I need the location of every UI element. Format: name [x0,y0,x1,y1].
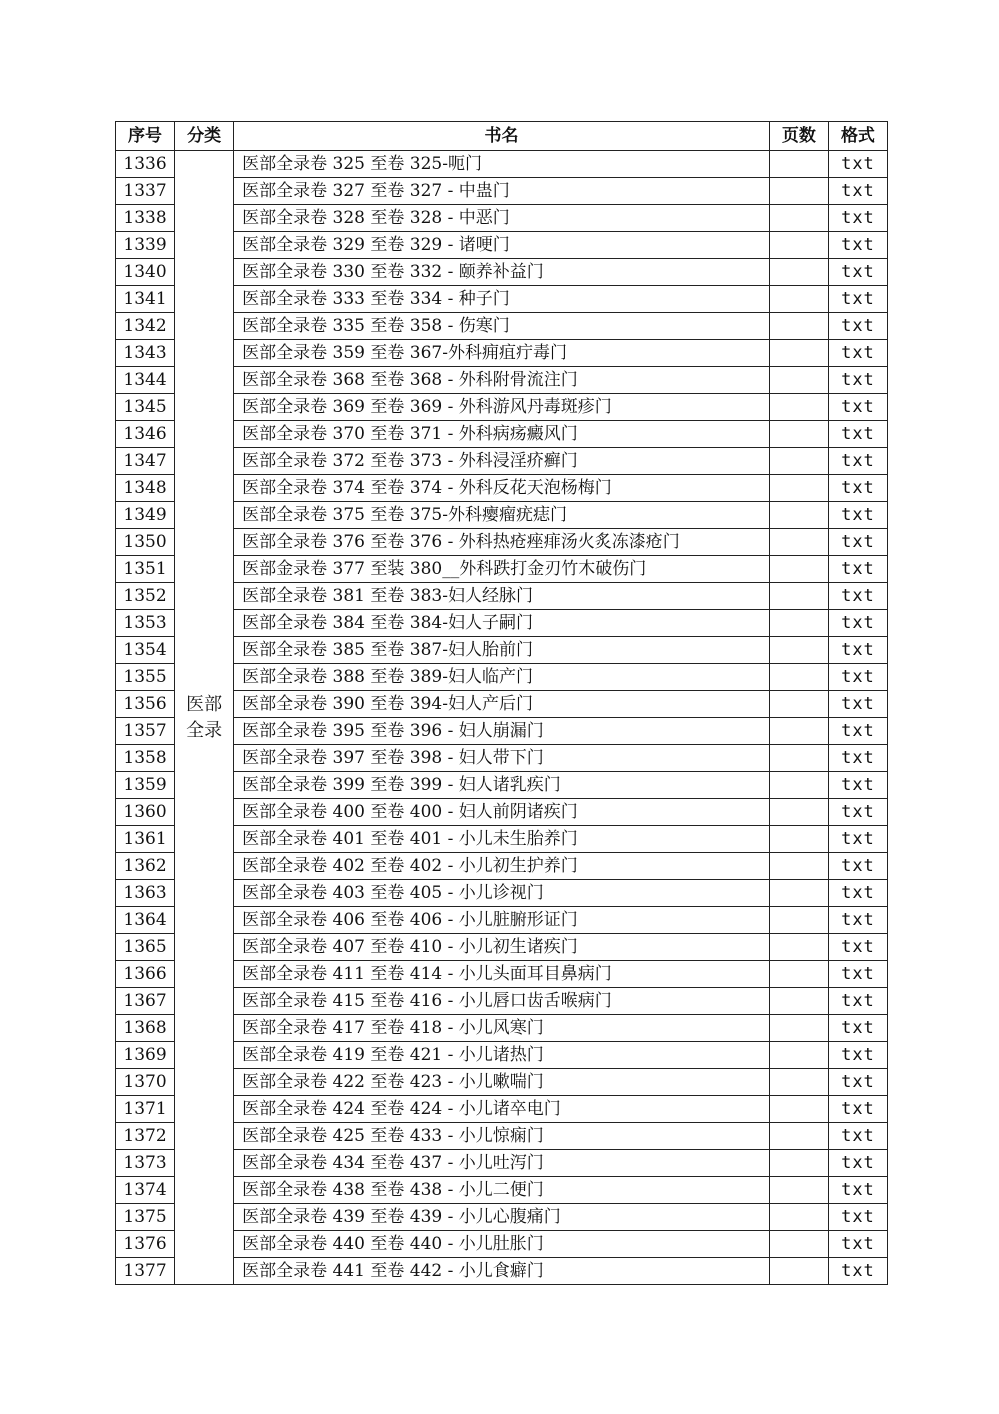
row-index: 1349 [116,502,175,529]
category-cell [175,151,234,1285]
row-pages [769,178,828,205]
row-index: 1371 [116,1096,175,1123]
row-pages [769,826,828,853]
row-format: txt [828,1258,887,1285]
row-title: 医部全录卷 417 至卷 418 - 小儿风寒门 [234,1015,770,1042]
row-index: 1356 [116,691,175,718]
row-title: 医部全录卷 372 至卷 373 - 外科浸淫疥癣门 [234,448,770,475]
row-format: txt [828,907,887,934]
row-title: 医部全录卷 441 至卷 442 - 小儿食癖门 [234,1258,770,1285]
row-pages [769,556,828,583]
row-title: 医部全录卷 438 至卷 438 - 小儿二便门 [234,1177,770,1204]
row-index: 1372 [116,1123,175,1150]
row-pages [769,853,828,880]
row-index: 1351 [116,556,175,583]
row-index: 1359 [116,772,175,799]
row-format: txt [828,1069,887,1096]
row-pages [769,151,828,178]
row-pages [769,583,828,610]
row-pages [769,1015,828,1042]
row-index: 1343 [116,340,175,367]
row-index: 1342 [116,313,175,340]
row-pages [769,313,828,340]
row-index: 1355 [116,664,175,691]
row-pages [769,1042,828,1069]
row-title: 医部全录卷 397 至卷 398 - 妇人带下门 [234,745,770,772]
row-pages [769,907,828,934]
row-pages [769,934,828,961]
row-format: txt [828,529,887,556]
row-title: 医部全录卷 424 至卷 424 - 小儿诸卒电门 [234,1096,770,1123]
row-index: 1374 [116,1177,175,1204]
row-index: 1376 [116,1231,175,1258]
row-format: txt [828,1123,887,1150]
row-index: 1366 [116,961,175,988]
header-index: 序号 [116,122,175,151]
table-body [116,151,888,1285]
row-title: 医部全录卷 385 至卷 387-妇人胎前门 [234,637,770,664]
row-title: 医部全录卷 411 至卷 414 - 小儿头面耳目鼻病门 [234,961,770,988]
row-index: 1367 [116,988,175,1015]
row-format: txt [828,421,887,448]
row-format: txt [828,313,887,340]
row-index: 1363 [116,880,175,907]
row-title: 医部全录卷 407 至卷 410 - 小儿初生诸疾门 [234,934,770,961]
row-index: 1369 [116,1042,175,1069]
row-format: txt [828,502,887,529]
row-pages [769,448,828,475]
row-format: txt [828,556,887,583]
row-index: 1362 [116,853,175,880]
row-format: txt [828,367,887,394]
book-list-table [115,121,888,1285]
row-title: 医部全录卷 375 至卷 375-外科瘿瘤疣痣门 [234,502,770,529]
row-title: 医部全录卷 415 至卷 416 - 小儿唇口齿舌喉病门 [234,988,770,1015]
row-pages [769,988,828,1015]
row-pages [769,475,828,502]
row-pages [769,1123,828,1150]
row-title: 医部全录卷 395 至卷 396 - 妇人崩漏门 [234,718,770,745]
row-index: 1357 [116,718,175,745]
row-pages [769,718,828,745]
row-pages [769,232,828,259]
row-format: txt [828,583,887,610]
row-index: 1339 [116,232,175,259]
row-format: txt [828,1042,887,1069]
row-pages [769,502,828,529]
row-format: txt [828,340,887,367]
row-title: 医部全录卷 329 至卷 329 - 诸哽门 [234,232,770,259]
row-index: 1360 [116,799,175,826]
row-title: 医部全录卷 328 至卷 328 - 中恶门 [234,205,770,232]
row-pages [769,1258,828,1285]
row-title: 医部全录卷 335 至卷 358 - 伤寒门 [234,313,770,340]
table-header-row [116,122,888,151]
row-index: 1365 [116,934,175,961]
row-index: 1336 [116,151,175,178]
row-index: 1346 [116,421,175,448]
row-pages [769,1069,828,1096]
row-format: txt [828,988,887,1015]
row-index: 1341 [116,286,175,313]
row-format: txt [828,151,887,178]
row-pages [769,367,828,394]
row-format: txt [828,259,887,286]
row-title: 医部全录卷 401 至卷 401 - 小儿未生胎养门 [234,826,770,853]
row-index: 1350 [116,529,175,556]
row-index: 1373 [116,1150,175,1177]
row-index: 1337 [116,178,175,205]
row-title: 医部全录卷 376 至卷 376 - 外科热疮痤痱汤火炙冻漆疮门 [234,529,770,556]
row-index: 1344 [116,367,175,394]
row-format: txt [828,232,887,259]
row-index: 1364 [116,907,175,934]
row-format: txt [828,934,887,961]
row-title: 医部全录卷 422 至卷 423 - 小儿嗽喘门 [234,1069,770,1096]
row-title: 医部全录卷 333 至卷 334 - 种子门 [234,286,770,313]
row-index: 1368 [116,1015,175,1042]
row-title: 医部全录卷 434 至卷 437 - 小儿吐泻门 [234,1150,770,1177]
row-pages [769,610,828,637]
row-index: 1338 [116,205,175,232]
row-format: txt [828,880,887,907]
row-format: txt [828,826,887,853]
row-format: txt [828,448,887,475]
row-format: txt [828,691,887,718]
row-format: txt [828,718,887,745]
row-pages [769,286,828,313]
row-format: txt [828,1150,887,1177]
row-format: txt [828,1177,887,1204]
row-title: 医部全录卷 406 至卷 406 - 小儿脏腑形证门 [234,907,770,934]
row-pages [769,394,828,421]
row-pages [769,1096,828,1123]
header-pages: 页数 [769,122,828,151]
row-pages [769,259,828,286]
row-format: txt [828,1231,887,1258]
row-pages [769,880,828,907]
category-label: 医部全录 [186,693,223,741]
row-pages [769,205,828,232]
row-title: 医部全录卷 381 至卷 383-妇人经脉门 [234,583,770,610]
row-format: txt [828,637,887,664]
row-format: txt [828,799,887,826]
row-pages [769,421,828,448]
row-format: txt [828,1204,887,1231]
row-pages [769,745,828,772]
row-format: txt [828,205,887,232]
row-pages [769,1204,828,1231]
header-title: 书名 [234,122,770,151]
row-format: txt [828,961,887,988]
row-pages [769,529,828,556]
row-index: 1353 [116,610,175,637]
row-title: 医部全录卷 325 至卷 325-呃门 [234,151,770,178]
row-index: 1347 [116,448,175,475]
row-pages [769,1177,828,1204]
row-title: 医部全录卷 359 至卷 367-外科痈疽疔毒门 [234,340,770,367]
row-pages [769,340,828,367]
row-title: 医部全录卷 402 至卷 402 - 小儿初生护养门 [234,853,770,880]
row-index: 1352 [116,583,175,610]
row-format: txt [828,664,887,691]
row-index: 1361 [116,826,175,853]
header-category: 分类 [175,122,234,151]
row-pages [769,1150,828,1177]
row-format: txt [828,286,887,313]
row-format: txt [828,1096,887,1123]
row-title: 医部全录卷 440 至卷 440 - 小儿肚胀门 [234,1231,770,1258]
row-title: 医部全录卷 390 至卷 394-妇人产后门 [234,691,770,718]
row-pages [769,637,828,664]
row-format: txt [828,1015,887,1042]
row-title: 医部全录卷 388 至卷 389-妇人临产门 [234,664,770,691]
row-pages [769,799,828,826]
row-title: 医部全录卷 327 至卷 327 - 中蛊门 [234,178,770,205]
row-index: 1348 [116,475,175,502]
row-title: 医部全录卷 403 至卷 405 - 小儿诊视门 [234,880,770,907]
row-title: 医部全录卷 419 至卷 421 - 小儿诸热门 [234,1042,770,1069]
row-format: txt [828,475,887,502]
table-row [116,151,888,178]
row-format: txt [828,853,887,880]
row-title: 医部金录卷 377 至装 380__外科跌打金刃竹木破伤门 [234,556,770,583]
row-format: txt [828,178,887,205]
row-title: 医部全录卷 400 至卷 400 - 妇人前阴诸疾门 [234,799,770,826]
row-title: 医部全录卷 368 至卷 368 - 外科附骨流注门 [234,367,770,394]
row-pages [769,961,828,988]
row-pages [769,1231,828,1258]
row-title: 医部全录卷 399 至卷 399 - 妇人诸乳疾门 [234,772,770,799]
row-index: 1354 [116,637,175,664]
row-format: txt [828,610,887,637]
row-pages [769,691,828,718]
row-title: 医部全录卷 374 至卷 374 - 外科反花天泡杨梅门 [234,475,770,502]
row-title: 医部全录卷 370 至卷 371 - 外科病疡癜风门 [234,421,770,448]
row-index: 1375 [116,1204,175,1231]
row-pages [769,772,828,799]
row-index: 1377 [116,1258,175,1285]
row-title: 医部全录卷 439 至卷 439 - 小儿心腹痛门 [234,1204,770,1231]
row-title: 医部全录卷 384 至卷 384-妇人子嗣门 [234,610,770,637]
row-title: 医部全录卷 425 至卷 433 - 小儿惊痫门 [234,1123,770,1150]
row-pages [769,664,828,691]
row-title: 医部全录卷 369 至卷 369 - 外科游风丹毒斑疹门 [234,394,770,421]
row-format: txt [828,772,887,799]
row-index: 1345 [116,394,175,421]
row-format: txt [828,745,887,772]
row-format: txt [828,394,887,421]
row-index: 1358 [116,745,175,772]
row-index: 1340 [116,259,175,286]
row-index: 1370 [116,1069,175,1096]
header-format: 格式 [828,122,887,151]
row-title: 医部全录卷 330 至卷 332 - 颐养补益门 [234,259,770,286]
